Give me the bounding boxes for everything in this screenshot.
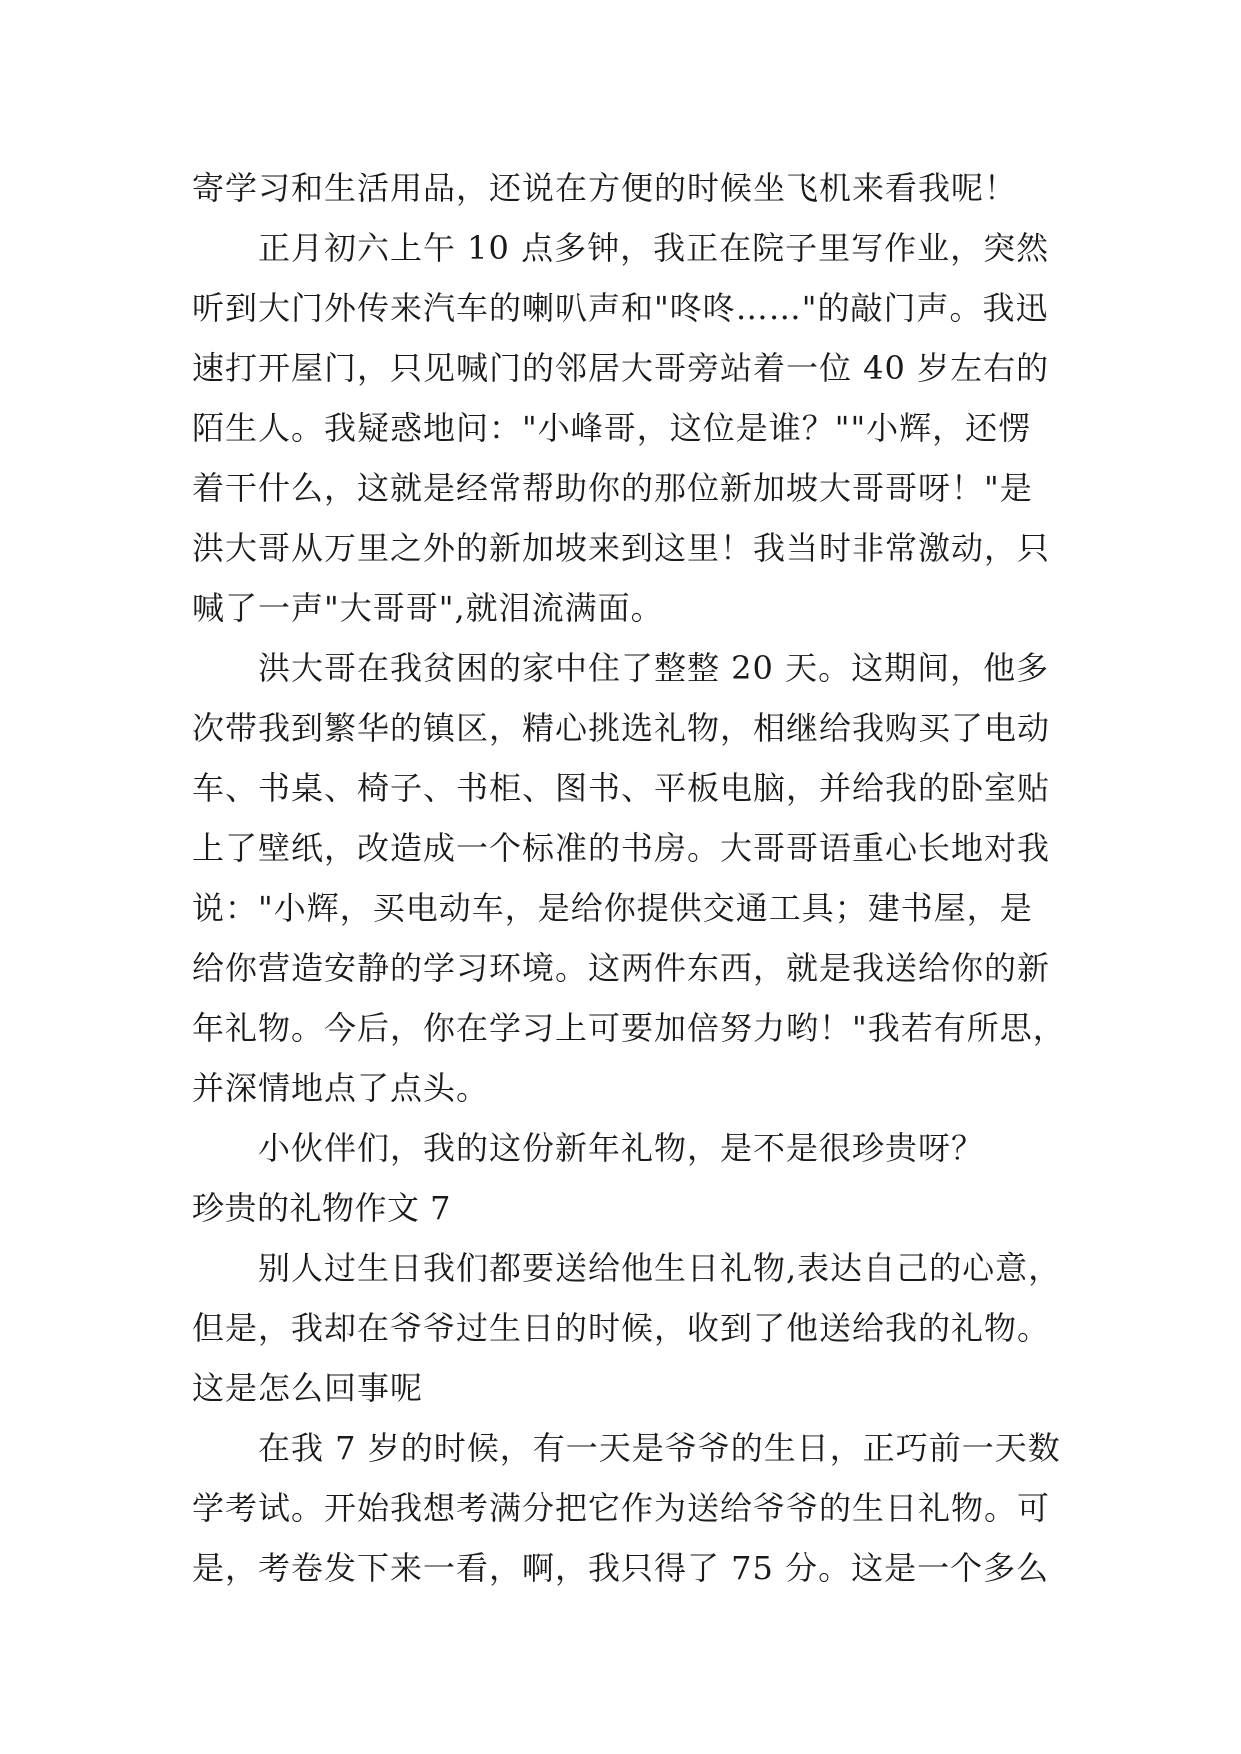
text-line: 次带我到繁华的镇区，精心挑选礼物，相继给我购买了电动 bbox=[192, 709, 1051, 747]
text-line: 洪大哥从万里之外的新加坡来到这里！我当时非常激动，只 bbox=[192, 529, 1051, 567]
text-line: 并深情地点了点头。 bbox=[192, 1069, 490, 1107]
text-line: 陌生人。我疑惑地问："小峰哥，这位是谁？""小辉，还愣 bbox=[192, 409, 1032, 447]
text-line: 年礼物。今后，你在学习上可要加倍努力哟！"我若有所思， bbox=[192, 1009, 1066, 1047]
text-line: 说："小辉，买电动车，是给你提供交通工具；建书屋，是 bbox=[192, 889, 1033, 927]
text-line: 寄学习和生活用品，还说在方便的时候坐飞机来看我呢！ bbox=[192, 169, 1018, 207]
text-line: 给你营造安静的学习环境。这两件东西，就是我送给你的新 bbox=[192, 949, 1051, 987]
text-line: 喊了一声"大哥哥",就泪流满面。 bbox=[192, 589, 664, 627]
text-line: 上了壁纸，改造成一个标准的书房。大哥哥语重心长地对我 bbox=[192, 829, 1051, 867]
paragraph-start: 正月初六上午 10 点多钟，我正在院子里写作业，突然 bbox=[258, 229, 1050, 267]
paragraph-start: 别人过生日我们都要送给他生日礼物,表达自己的心意， bbox=[258, 1249, 1062, 1287]
text-line: 着干什么，这就是经常帮助你的那位新加坡大哥哥呀！"是 bbox=[192, 469, 1033, 507]
paragraph-start: 在我 7 岁的时候，有一天是爷爷的生日，正巧前一天数 bbox=[258, 1429, 1061, 1467]
text-line: 车、书桌、椅子、书柜、图书、平板电脑，并给我的卧室贴 bbox=[192, 769, 1051, 807]
text-line: 学考试。开始我想考满分把它作为送给爷爷的生日礼物。可 bbox=[192, 1489, 1051, 1527]
text-line: 这是怎么回事呢 bbox=[192, 1369, 424, 1407]
text-line: 速打开屋门，只见喊门的邻居大哥旁站着一位 40 岁左右的 bbox=[192, 349, 1050, 387]
paragraph-start: 洪大哥在我贫困的家中住了整整 20 天。这期间，他多 bbox=[258, 649, 1050, 687]
text-line: 听到大门外传来汽车的喇叭声和"咚咚……"的敲门声。我迅 bbox=[192, 289, 1049, 327]
section-heading: 珍贵的礼物作文 7 bbox=[192, 1189, 452, 1227]
text-line: 是，考卷发下来一看，啊，我只得了 75 分。这是一个多么 bbox=[192, 1549, 1050, 1587]
text-line: 但是，我却在爷爷过生日的时候，收到了他送给我的礼物。 bbox=[192, 1309, 1051, 1347]
paragraph-start: 小伙伴们，我的这份新年礼物，是不是很珍贵呀？ bbox=[258, 1129, 985, 1167]
